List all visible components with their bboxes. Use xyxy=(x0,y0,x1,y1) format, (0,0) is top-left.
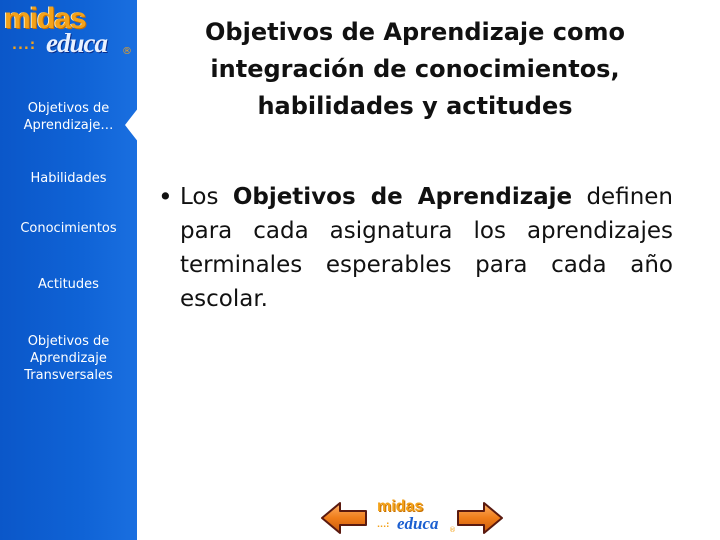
page-title xyxy=(170,14,660,125)
page-title-line: Objetivos de Aprendizaje como xyxy=(205,18,625,46)
right-arrow-icon xyxy=(456,501,504,535)
footer-logo xyxy=(375,498,455,538)
sidebar-item-actitudes[interactable] xyxy=(0,276,137,293)
next-button[interactable] xyxy=(456,501,504,535)
sidebar-item-label-line: Aprendizaje… xyxy=(23,118,114,133)
bullet-prefix: Los xyxy=(180,184,233,210)
sidebar-item-label-line: Transversales xyxy=(24,368,113,383)
footer-logo-educa: educa xyxy=(397,514,439,533)
sidebar-item-habilidades[interactable] xyxy=(0,170,137,187)
sidebar-item-label-line: Objetivos de xyxy=(27,101,110,116)
page-title-line: habilidades y actitudes xyxy=(257,92,573,120)
sidebar-item-label-line: Aprendizaje xyxy=(30,351,107,366)
sidebar xyxy=(0,0,137,540)
sidebar-item-label-line: Actitudes xyxy=(38,277,99,292)
midas-educa-logo xyxy=(2,2,135,62)
active-item-pointer xyxy=(125,107,139,143)
footer-logo-registered: ® xyxy=(449,526,456,534)
bullet-suffix: definen para cada asignatura los aprendizajes terminales esperables para cada año escolar. xyxy=(180,184,674,312)
sidebar-item-label-line: Conocimientos xyxy=(20,221,117,236)
left-arrow-icon xyxy=(320,501,368,535)
logo-midas-text: midas xyxy=(4,2,86,35)
sidebar-item-conocimientos[interactable] xyxy=(0,220,137,237)
previous-button[interactable] xyxy=(320,501,368,535)
sidebar-item-label-line: Objetivos de xyxy=(27,334,110,349)
footer-logo-dots: ...: xyxy=(377,520,390,529)
bullet-bold-term: Objetivos de Aprendizaje xyxy=(232,184,573,210)
logo-registered-mark: ® xyxy=(122,46,132,57)
logo-educa-text: educa xyxy=(46,28,107,58)
sidebar-item-label-line: Habilidades xyxy=(30,171,107,186)
page-title-line: integración de conocimientos, xyxy=(210,55,620,83)
sidebar-item-objetivos-transversales[interactable] xyxy=(0,333,137,384)
sidebar-item-objetivos-de-aprendizaje[interactable] xyxy=(0,100,137,134)
footer-logo-midas: midas xyxy=(377,498,424,515)
bullet-marker: • xyxy=(158,182,173,211)
logo-dots: ...: xyxy=(12,38,37,53)
bullet-text xyxy=(180,180,673,316)
footer-nav xyxy=(320,498,510,540)
bullet-item xyxy=(158,180,673,316)
